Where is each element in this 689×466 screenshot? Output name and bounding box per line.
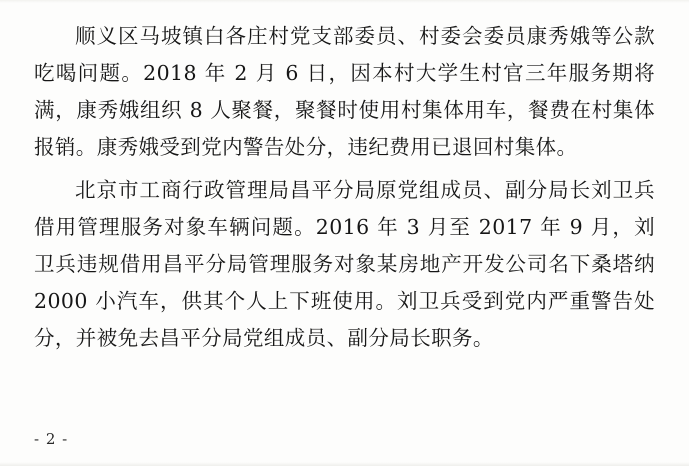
- page-bottom-edge-shadow: [0, 462, 689, 466]
- paragraph-2: 北京市工商行政管理局昌平分局原党组成员、副分局长刘卫兵借用管理服务对象车辆问题。2016 年 3 月至 2017 年 9 月，刘卫兵违规借用昌平分局管理服务对象某房地产开发公司名下桑塔纳 2000 小汽车，供其个人上下班使用。刘卫兵受到党内严重警告处分，并被免去昌平分局党组成员、副分局长职务。: [34, 178, 655, 350]
- page-top-edge-shadow: [0, 0, 689, 3]
- paragraph-1: 顺义区马坡镇白各庄村党支部委员、村委会委员康秀娥等公款吃喝问题。2018 年 2 月 6 日，因本村大学生村官三年服务期将满，康秀娥组织 8 人聚餐，聚餐时使用村集体用车，餐费在村集体报销。康秀娥受到党内警告处分，违纪费用已退回村集体。: [34, 24, 655, 159]
- page-number: - 2 -: [34, 430, 69, 448]
